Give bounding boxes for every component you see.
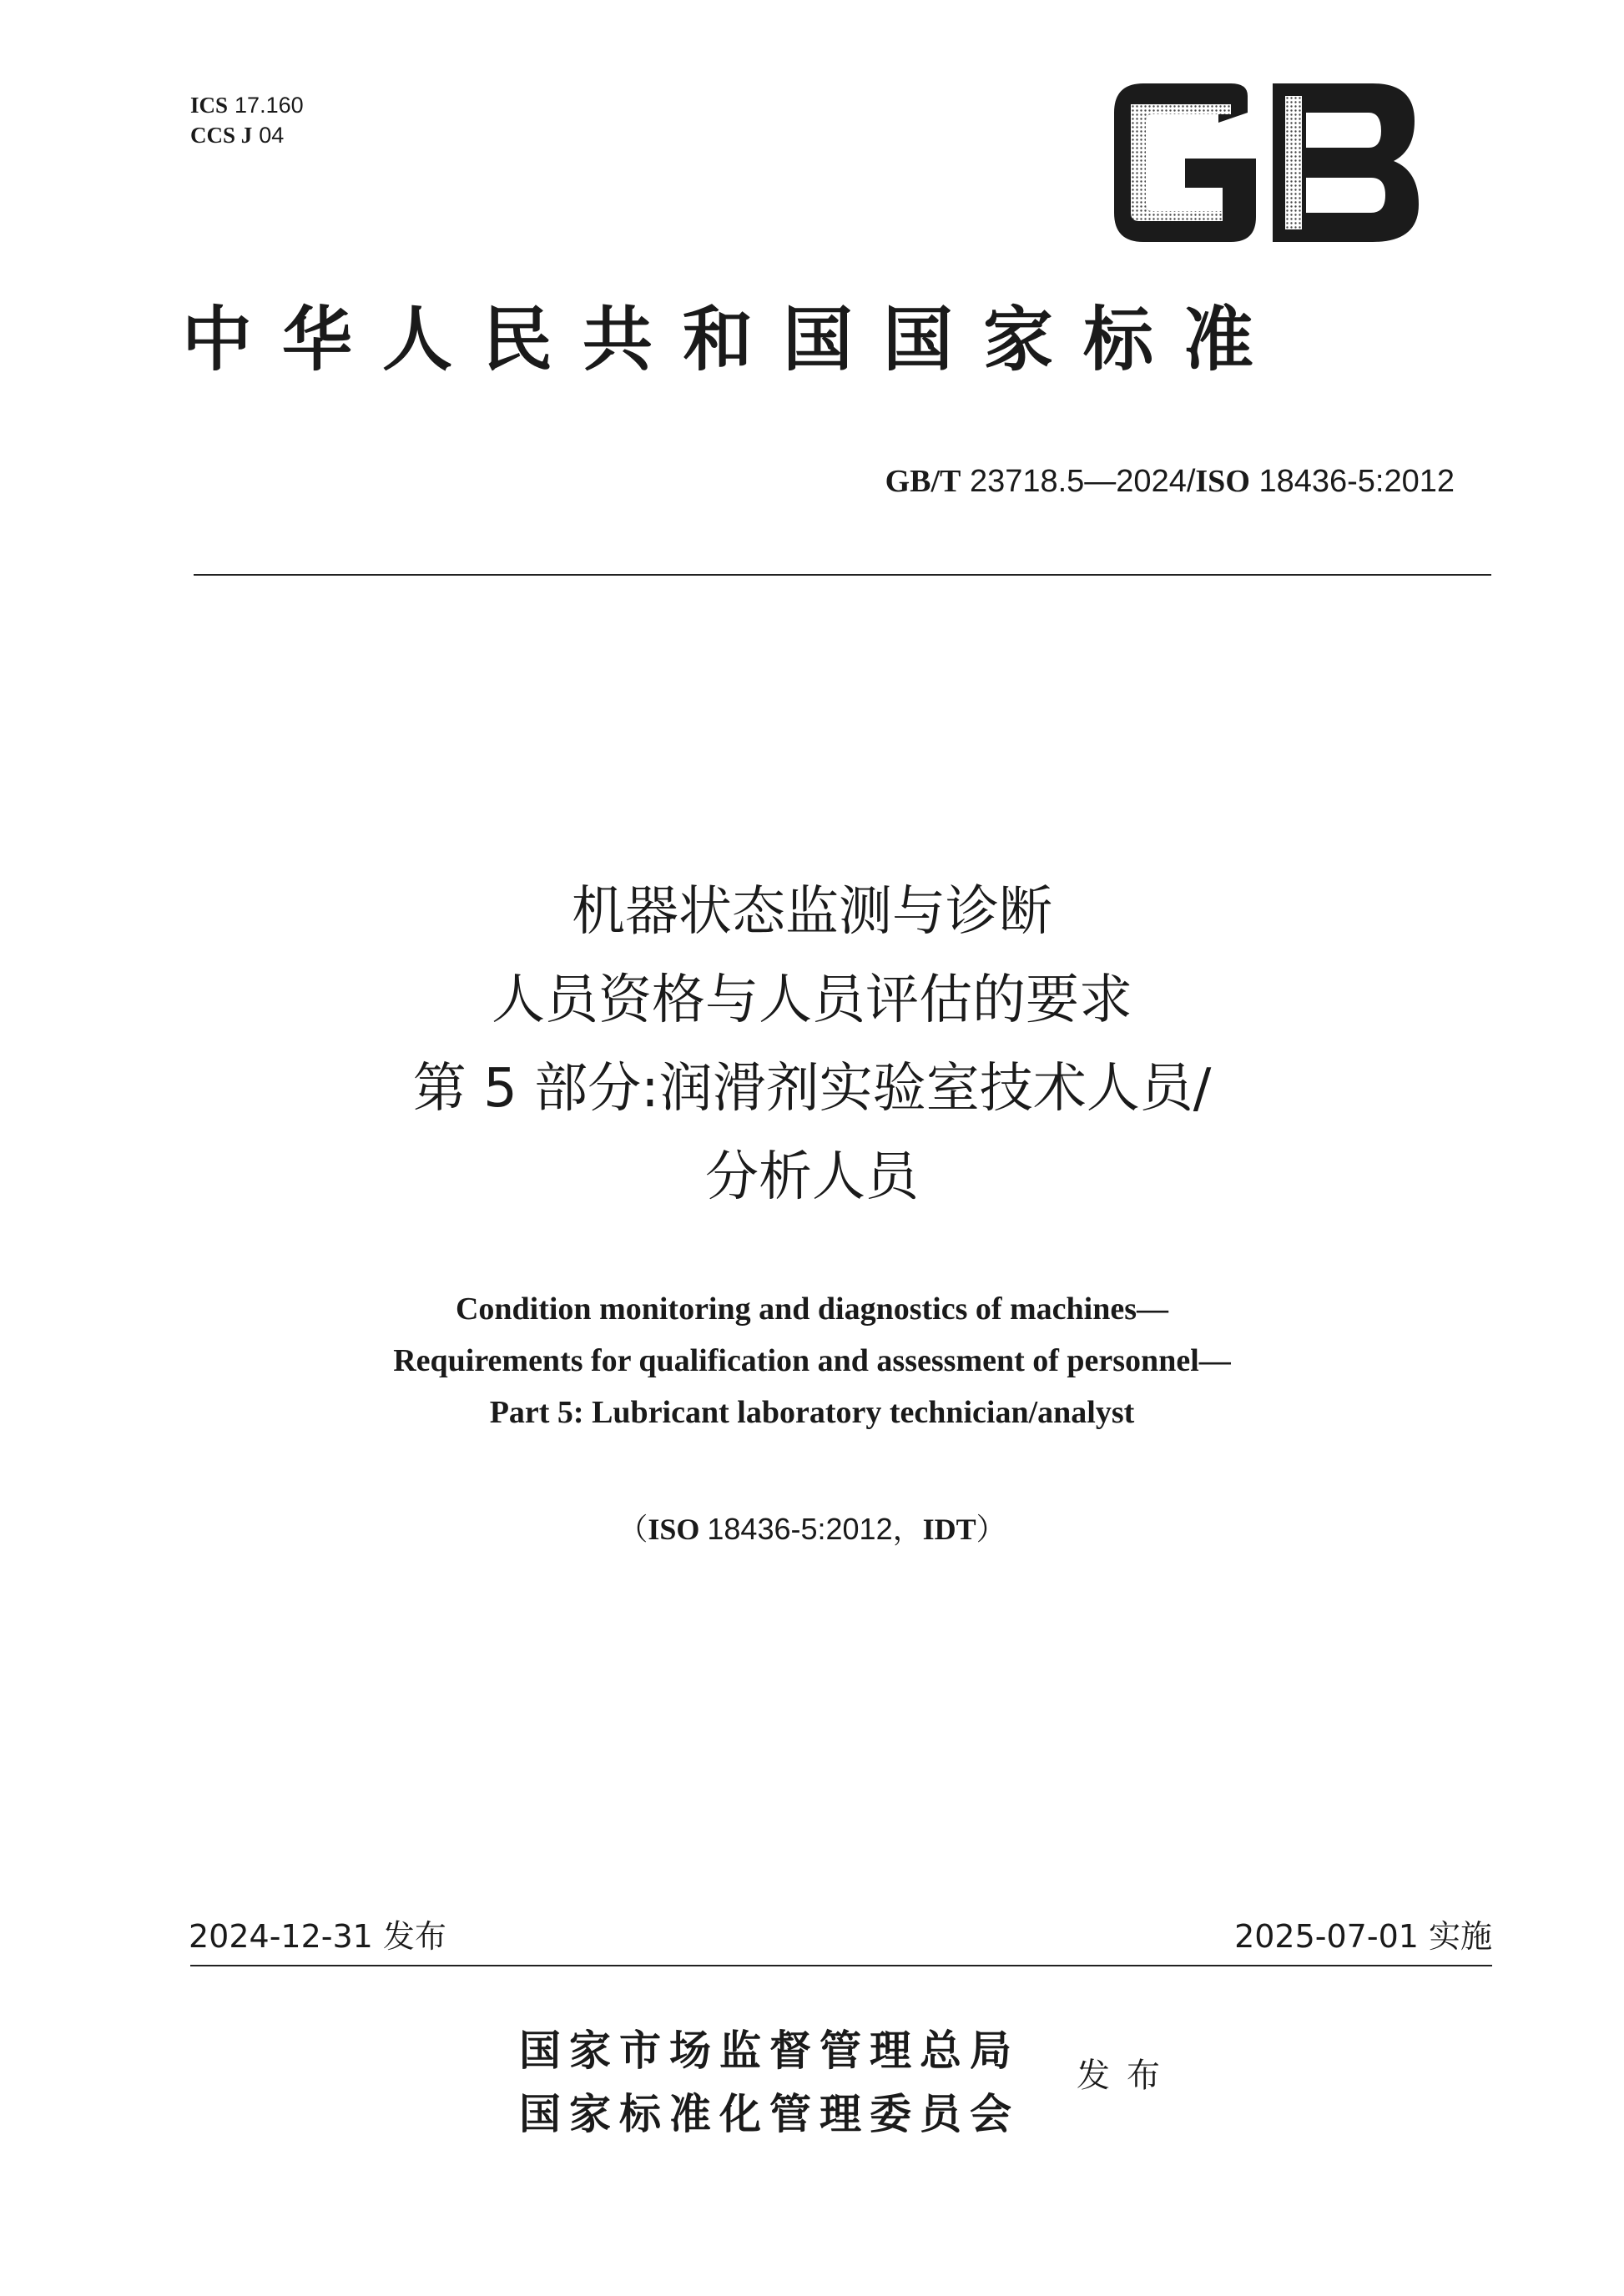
chinese-title <box>0 868 1624 1221</box>
header-divider <box>194 574 1491 576</box>
implementation-date: 2025-07-01 实施 <box>1234 1918 1492 1955</box>
classification-codes <box>190 90 304 150</box>
chinese-title-line: 第 5 部分:润滑剂实验室技术人员/ <box>412 1058 1212 1120</box>
gb-logo-icon <box>1106 79 1423 246</box>
issuer-name: 国家市场监督管理总局 <box>519 2026 1020 2075</box>
national-standard-heading: 中华人民共和国国家标准 <box>182 298 1284 380</box>
issue-date: 2024-12-31 发布 <box>189 1918 446 1955</box>
chinese-title-line: 分析人员 <box>705 1146 919 1208</box>
adoption-note: （ISO 18436-5:2012，IDT） <box>618 1512 1006 1546</box>
english-title <box>0 1283 1624 1438</box>
english-title-line: Requirements for qualification and assessment of personnel— <box>393 1343 1231 1378</box>
english-title-line: Condition monitoring and diagnostics of machines— <box>455 1292 1169 1327</box>
chinese-title-line: 人员资格与人员评估的要求 <box>492 969 1132 1031</box>
footer-divider <box>190 1965 1492 1966</box>
issue-word: 发布 <box>1077 2057 1177 2095</box>
english-title-line: Part 5: Lubricant laboratory technician/analyst <box>489 1395 1135 1430</box>
ccs-code: CCS J 04 <box>190 123 285 148</box>
chinese-title-line: 机器状态监测与诊断 <box>572 881 1052 943</box>
issuer-name: 国家标准化管理委员会 <box>519 2089 1020 2138</box>
ics-code: ICS 17.160 <box>190 93 304 118</box>
issuing-bodies <box>519 2019 1020 2146</box>
standard-number: GB/T 23718.5—2024/ISO 18436-5:2012 <box>885 464 1455 499</box>
